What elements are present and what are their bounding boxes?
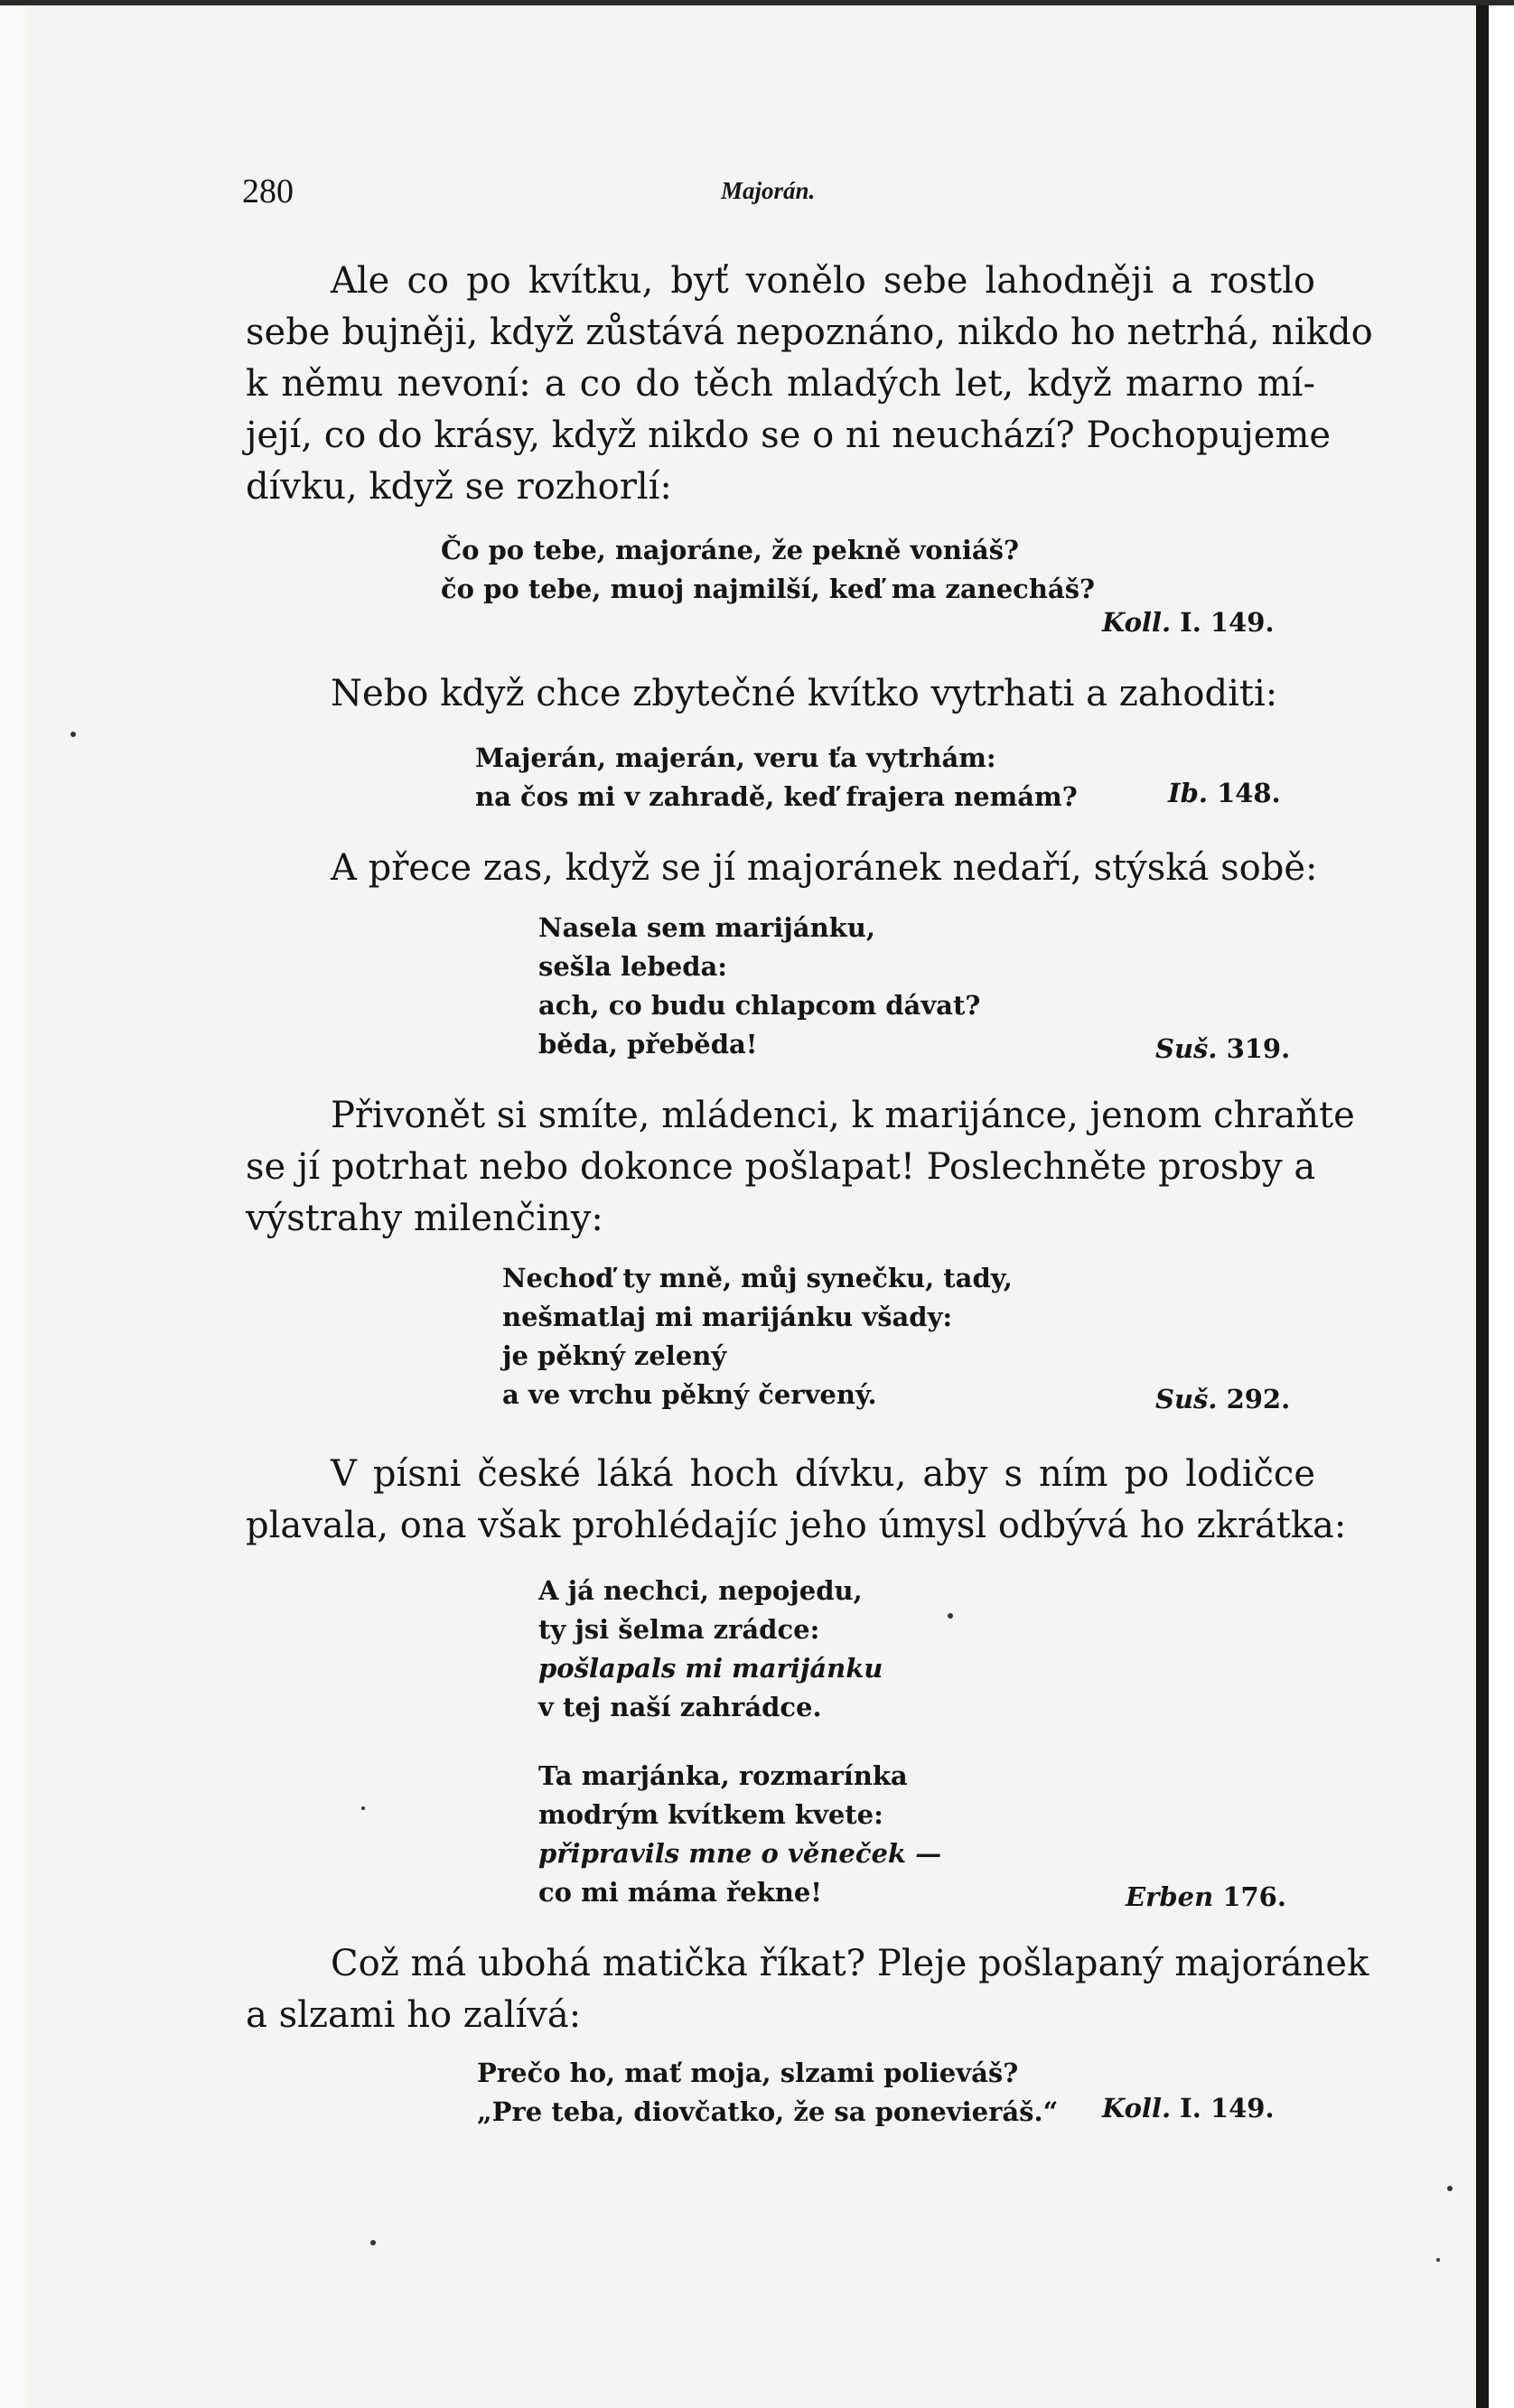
verse-line: A já nechci, nepojedu, <box>538 1575 863 1606</box>
text-line: Nebo když chce zbytečné kvítko vytrhati a zahoditi: <box>331 673 1278 714</box>
text-line: A přece zas, když se jí majoránek nedaří, stýská sobě: <box>331 847 1318 889</box>
scan-speck <box>361 1806 365 1810</box>
citation-ref: I. 149. <box>1180 607 1275 638</box>
page-number: 280 <box>242 173 294 210</box>
text-line: se jí potrhat nebo dokonce pošlapat! Poslechněte prosby a <box>246 1146 1316 1188</box>
citation <box>1102 2093 1275 2123</box>
citation-ref: 176. <box>1222 1881 1286 1912</box>
running-title: Majorán. <box>721 177 816 204</box>
paragraph <box>246 1090 1355 1245</box>
citation-source: Koll. <box>1102 2093 1172 2123</box>
text-line: Přivonět si smíte, mládenci, k marijánce, jenom chraňte <box>331 1095 1355 1136</box>
citation-ref: I. 149. <box>1180 2093 1275 2123</box>
citation <box>1168 778 1281 808</box>
text-line: dívku, když se rozhorlí: <box>246 466 672 508</box>
scan-left-margin <box>0 0 25 2408</box>
text-line: k němu nevoní: a co do těch mladých let, když marno mí- <box>246 363 1315 405</box>
verse-line: Prečo ho, mať moja, slzami polieváš? <box>477 2058 1019 2088</box>
verse-quote <box>475 739 1078 817</box>
verse-line: připravils mne o věneček — <box>538 1838 942 1869</box>
verse-line: běda, přeběda! <box>538 1029 758 1059</box>
paragraph <box>246 1449 1347 1552</box>
citation-source: Erben <box>1126 1881 1214 1912</box>
verse-line: ach, co budu chlapcom dávat? <box>538 990 981 1021</box>
citation <box>1155 1384 1290 1414</box>
scan-speck <box>70 732 76 737</box>
citation <box>1126 1881 1286 1912</box>
text-line: plavala, ona však prohlédajíc jeho úmysl odbývá ho zkrátka: <box>246 1505 1347 1546</box>
verse-line: sešla lebeda: <box>538 951 727 982</box>
paragraph <box>246 1938 1369 2041</box>
paragraph <box>246 843 1318 894</box>
verse-line: Majerán, majerán, veru ťa vytrhám: <box>475 742 996 773</box>
paragraph <box>246 256 1373 513</box>
verse-line: co mi máma řekne! <box>538 1877 823 1908</box>
citation-source: Ib. <box>1168 778 1208 808</box>
citation <box>1102 607 1275 638</box>
verse-line: Čo po tebe, majoráne, že pekně voniáš? <box>441 535 1019 565</box>
text-line: sebe bujněji, když zůstává nepoznáno, nikdo ho netrhá, nikdo <box>246 312 1373 353</box>
verse-quote <box>441 531 1095 609</box>
verse-quote <box>538 1572 883 1727</box>
citation-source: Koll. <box>1102 607 1172 638</box>
scan-edge-shadow <box>1476 0 1489 2408</box>
text-line: a slzami ho zalívá: <box>246 1994 582 2036</box>
verse-quote <box>477 2054 1058 2132</box>
citation-ref: 292. <box>1226 1384 1291 1414</box>
verse-quote <box>538 909 980 1064</box>
citation <box>1155 1033 1290 1064</box>
scan-top-edge <box>0 0 1514 5</box>
verse-line: je pěkný zelený <box>502 1340 727 1371</box>
text-line: její, co do krásy, když nikdo se o ni neuchází? Pochopujeme <box>246 415 1332 456</box>
verse-quote <box>538 1757 941 1912</box>
verse-line: pošlapals mi marijánku <box>538 1653 883 1684</box>
verse-line: čo po tebe, muoj najmilší, keď ma zanecháš? <box>441 574 1096 604</box>
verse-line: ty jsi šelma zrádce: <box>538 1614 820 1645</box>
book-page <box>25 0 1489 2408</box>
verse-line: na čos mi v zahradě, keď frajera nemám? <box>475 781 1078 812</box>
paragraph <box>246 668 1315 720</box>
text-line: V písni české láká hoch dívku, aby s ním po lodičce <box>331 1453 1315 1495</box>
citation-ref: 148. <box>1217 778 1281 808</box>
citation-source: Suš. <box>1155 1384 1218 1414</box>
scan-speck <box>1436 2258 1440 2262</box>
citation-source: Suš. <box>1155 1033 1218 1064</box>
verse-quote <box>502 1259 1013 1414</box>
text-line: výstrahy milenčiny: <box>246 1198 603 1239</box>
verse-line: a ve vrchu pěkný červený. <box>502 1379 877 1410</box>
verse-line: „Pre teba, diovčatko, že sa ponevieráš.“ <box>477 2096 1059 2127</box>
verse-line: modrým kvítkem kvete: <box>538 1799 883 1830</box>
text-line: Ale co po kvítku, byť vonělo sebe lahodněji a rostlo <box>331 260 1315 302</box>
verse-line: v tej naší zahrádce. <box>538 1692 822 1722</box>
citation-ref: 319. <box>1226 1033 1291 1064</box>
verse-line: Ta marjánka, rozmarínka <box>538 1760 908 1791</box>
verse-line: Nechoď ty mně, můj synečku, tady, <box>502 1263 1013 1293</box>
verse-line: Nasela sem marijánku, <box>538 912 875 943</box>
scan-speck <box>1447 2186 1453 2191</box>
verse-line: nešmatlaj mi marijánku všady: <box>502 1302 953 1332</box>
scan-speck <box>948 1613 953 1619</box>
scan-speck <box>370 2240 376 2245</box>
text-line: Což má ubohá matička říkat? Pleje pošlapaný majoránek <box>331 1943 1369 1984</box>
